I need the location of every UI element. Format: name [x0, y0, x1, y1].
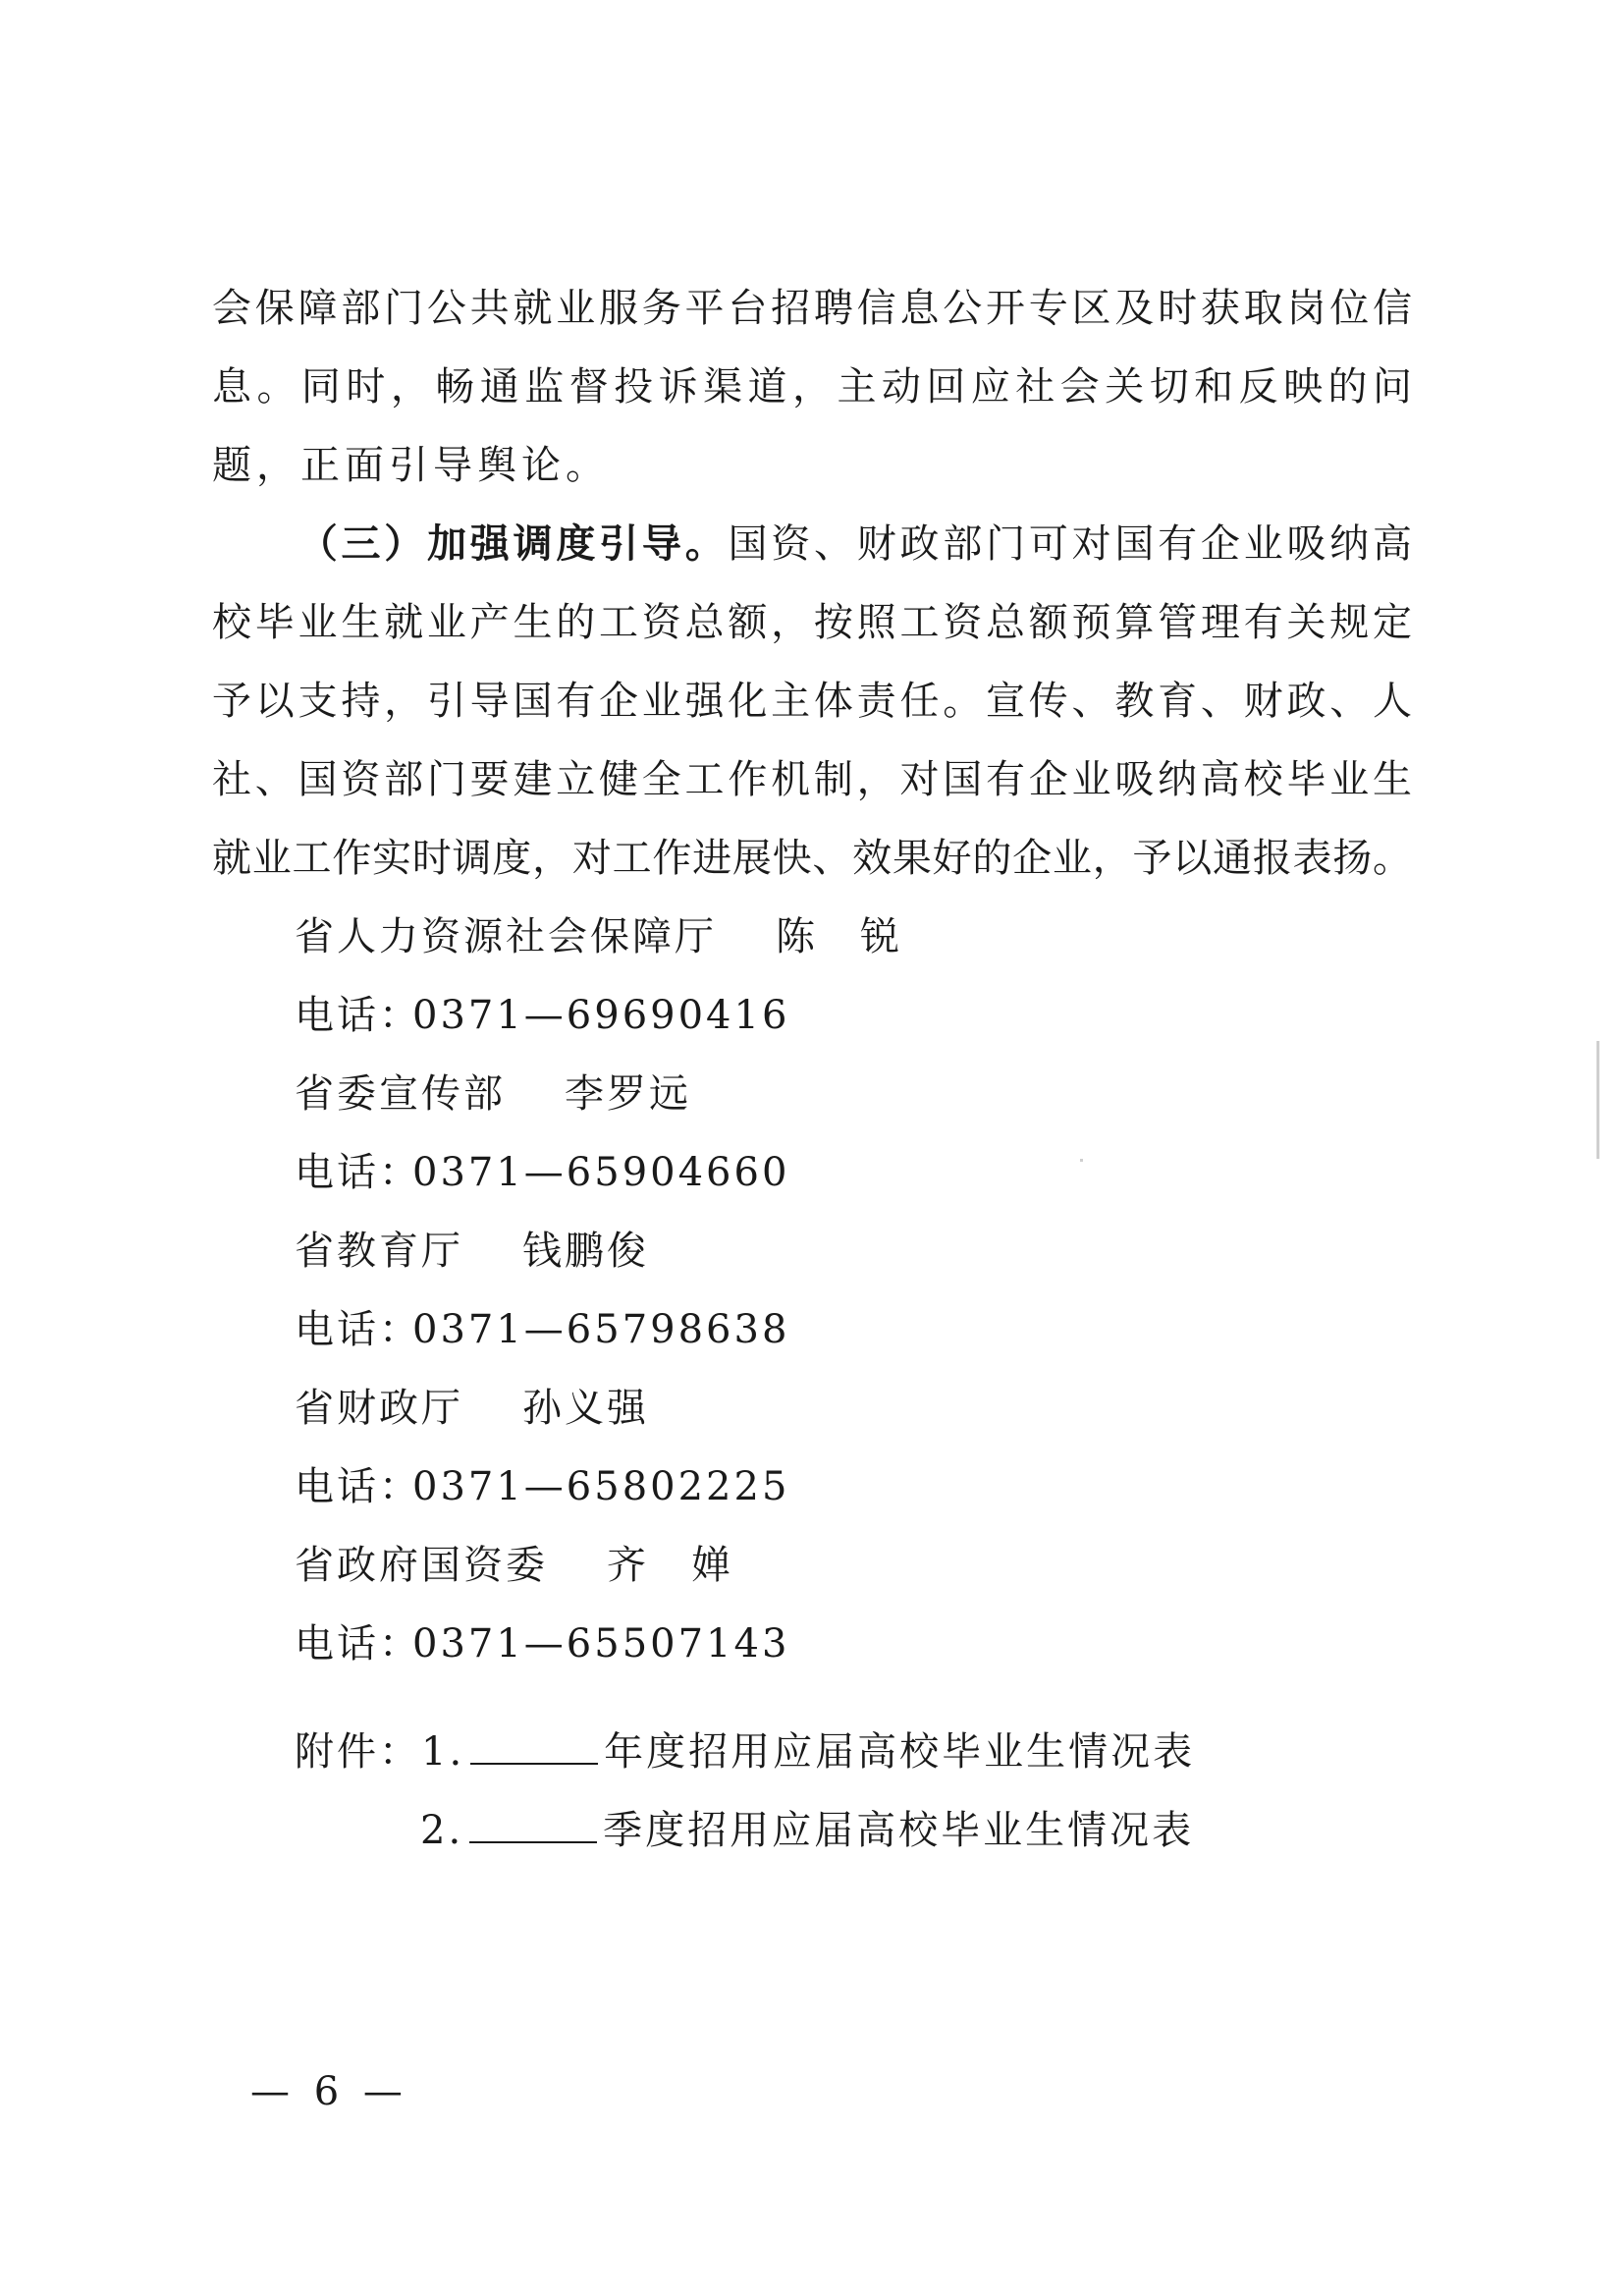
contact-tel-line: [295, 1149, 789, 1196]
tel-label: 电话：: [295, 1464, 421, 1509]
contact-name: 陈 锐: [776, 914, 902, 959]
contact-name: 孙义强: [522, 1386, 649, 1431]
attachment-item: [295, 1807, 1194, 1854]
contact-tel-line: [295, 992, 789, 1039]
scan-artifact: [1080, 1159, 1083, 1162]
contact-name: 钱鹏俊: [522, 1229, 649, 1274]
body-text: 国资、财政部门可对国有企业吸纳高: [728, 521, 1413, 567]
contact-org-line: [295, 1542, 733, 1589]
section-heading: （三）加强调度引导。: [295, 521, 729, 567]
contact-tel: 0371—65798638: [412, 1307, 790, 1352]
tel-label: 电话：: [295, 1150, 421, 1195]
attachment-title: 年度招用应届高校毕业生情况表: [604, 1729, 1196, 1775]
contact-org: 省财政厅: [295, 1386, 463, 1431]
body-line: 会保障部门公共就业服务平台招聘信息公开专区及时获取岗位信: [212, 286, 1412, 331]
contact-org-line: [295, 1228, 649, 1275]
contact-tel-line: [295, 1463, 789, 1510]
tel-label: 电话：: [295, 993, 421, 1038]
tel-label: 电话：: [295, 1621, 421, 1667]
attachment-item: [295, 1728, 1195, 1776]
contact-org-line: [295, 1385, 649, 1432]
contact-tel: 0371—65802225: [412, 1464, 790, 1509]
body-line: 题，正面引导舆论。: [212, 443, 610, 488]
body-line: 息。同时，畅通监督投诉渠道，主动回应社会关切和反映的问: [212, 364, 1412, 410]
body-line: 就业工作实时调度，对工作进展快、效果好的企业，予以通报表扬。: [212, 836, 1412, 881]
page-number: — 6 —: [250, 2069, 408, 2114]
contact-tel-line: [295, 1620, 789, 1667]
body-line: 社、国资部门要建立健全工作机制，对国有企业吸纳高校毕业生: [212, 757, 1412, 802]
contact-tel: 0371—69690416: [412, 993, 790, 1038]
attachment-label: 附件：: [295, 1729, 421, 1775]
attachment-number: 2.: [420, 1808, 464, 1853]
contact-org: 省人力资源社会保障厅: [295, 914, 717, 959]
contact-org-line: [295, 913, 902, 960]
contact-tel: 0371—65507143: [412, 1621, 790, 1667]
fill-in-blank: [470, 1729, 598, 1765]
contact-org: 省教育厅: [295, 1229, 463, 1274]
contact-org: 省政府国资委: [295, 1543, 548, 1588]
section-paragraph-first-line: [212, 520, 1412, 568]
fill-in-blank: [469, 1808, 597, 1843]
contact-tel: 0371—65904660: [412, 1150, 790, 1195]
tel-label: 电话：: [295, 1307, 421, 1352]
body-line: 校毕业生就业产生的工资总额，按照工资总额预算管理有关规定: [212, 600, 1412, 645]
scan-artifact: [1596, 1041, 1599, 1159]
contact-name: 齐 婵: [607, 1543, 733, 1588]
contact-tel-line: [295, 1306, 789, 1353]
contact-org-line: [295, 1070, 691, 1118]
attachment-number: 1.: [421, 1729, 465, 1775]
contact-org: 省委宣传部: [295, 1071, 506, 1117]
contact-name: 李罗远: [565, 1071, 691, 1117]
attachment-title: 季度招用应届高校毕业生情况表: [603, 1808, 1195, 1853]
body-line: 予以支持，引导国有企业强化主体责任。宣传、教育、财政、人: [212, 679, 1412, 724]
